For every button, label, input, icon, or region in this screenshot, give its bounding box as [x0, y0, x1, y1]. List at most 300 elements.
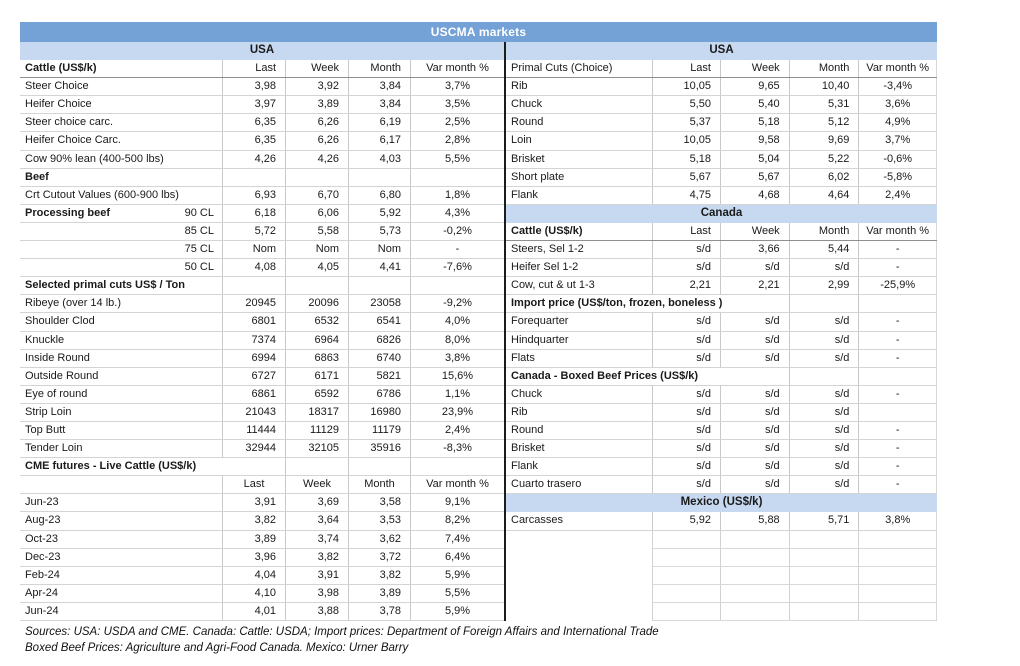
cell-value: 3,91 [222, 494, 285, 511]
cell-value: Nom [348, 241, 410, 258]
cell-value: - [858, 313, 937, 330]
cell-value: 3,91 [285, 567, 348, 584]
cell-value: 11444 [222, 422, 285, 439]
cell-value: 5,5% [410, 585, 504, 602]
empty-cell [652, 567, 720, 585]
empty-cell [858, 368, 937, 385]
cell-value: 3,74 [285, 531, 348, 548]
cell-value: 16980 [348, 404, 410, 421]
table-row [20, 603, 504, 621]
cell-value: 1,8% [410, 187, 504, 204]
cell-value: 5,18 [720, 114, 789, 131]
column-header: Month [789, 60, 859, 77]
cell-value: 5,50 [652, 96, 720, 113]
cell-value: 4,41 [348, 259, 410, 276]
table-row [20, 404, 504, 422]
row-label: Primal Cuts (Choice) [511, 62, 613, 75]
cell-value: 2,21 [720, 277, 789, 294]
section-label: CME futures - Live Cattle (US$/k) [25, 460, 197, 473]
cell-value: 11129 [285, 422, 348, 439]
cell-value: 6,93 [222, 187, 285, 204]
row-label [20, 241, 222, 258]
row-label-text: Inside Round [25, 351, 90, 364]
cell-value: - [858, 259, 937, 276]
cell-value: 23058 [348, 295, 410, 312]
cell-value: - [858, 440, 937, 457]
table-row [506, 187, 937, 205]
table-row [20, 350, 504, 368]
row-label [506, 440, 652, 457]
row-label-text: Chuck [511, 98, 543, 111]
cell-value: 3,98 [285, 585, 348, 602]
row-label-text: Brisket [511, 442, 545, 455]
empty-cell [506, 585, 652, 603]
cell-value: 5,04 [720, 151, 789, 168]
cell-value: s/d [652, 458, 720, 475]
cell-value: 3,64 [285, 512, 348, 529]
row-label [506, 404, 652, 421]
cell-value: - [410, 241, 504, 258]
row-label [506, 187, 652, 204]
empty-cell [285, 277, 348, 294]
column-header: Var month % [410, 476, 504, 493]
row-label [20, 404, 222, 421]
empty-cell [410, 458, 504, 475]
cell-value: 8,2% [410, 512, 504, 529]
cell-value: 3,5% [410, 96, 504, 113]
table-row [20, 440, 504, 458]
row-label [506, 114, 652, 131]
empty-cell [720, 567, 789, 585]
row-label-text: Heifer Choice [25, 98, 92, 111]
cell-value: 3,92 [285, 78, 348, 95]
table-row [506, 386, 937, 404]
empty-cell [789, 549, 859, 567]
row-label-text: Strip Loin [25, 405, 72, 418]
row-label-text: Cow, cut & ut 1-3 [511, 279, 595, 292]
table-row [20, 567, 504, 585]
cell-value: 3,97 [222, 96, 285, 113]
row-label [20, 259, 222, 276]
cell-value: 4,04 [222, 567, 285, 584]
cell-value: 3,66 [720, 241, 789, 258]
cell-value: 1,1% [410, 386, 504, 403]
cell-value: 3,62 [348, 531, 410, 548]
cell-value: s/d [652, 350, 720, 367]
section-label: Canada - Boxed Beef Prices (US$/k) [511, 369, 699, 382]
cell-value: 21043 [222, 404, 285, 421]
empty-cell [858, 549, 937, 567]
cell-value: 8,0% [410, 332, 504, 349]
row-label [20, 332, 222, 349]
cell-value: 3,84 [348, 78, 410, 95]
cell-value: s/d [652, 259, 720, 276]
row-label [506, 78, 652, 95]
empty-cell [789, 531, 859, 549]
table-row [506, 169, 937, 187]
cell-value: 5,88 [720, 512, 789, 529]
row-sublabel: 50 CL [184, 261, 214, 274]
cell-value: 4,10 [222, 585, 285, 602]
column-header-row [20, 60, 504, 78]
cell-value: 6727 [222, 368, 285, 385]
row-label [20, 187, 222, 204]
row-label [506, 458, 652, 475]
cell-value: - [858, 332, 937, 349]
cell-value: s/d [652, 241, 720, 258]
cell-value: 7374 [222, 332, 285, 349]
column-header: Last [652, 223, 720, 240]
cell-value: s/d [652, 404, 720, 421]
table-row [20, 241, 504, 259]
column-header: Month [348, 476, 410, 493]
row-label [506, 386, 652, 403]
usa-canada-mexico-table [504, 42, 937, 621]
cell-value: s/d [789, 313, 859, 330]
empty-cell [858, 585, 937, 603]
cell-value: -7,6% [410, 259, 504, 276]
cell-value: 6171 [285, 368, 348, 385]
section-label: Import price (US$/ton, frozen, boneless ) [511, 297, 723, 310]
row-label [506, 422, 652, 439]
row-label [506, 512, 652, 529]
table-row [20, 295, 504, 313]
cell-value: 5,12 [789, 114, 859, 131]
cell-value: 4,05 [285, 259, 348, 276]
empty-row [506, 549, 937, 567]
row-label [20, 350, 222, 367]
row-label [20, 132, 222, 149]
column-header-row [20, 476, 504, 494]
row-label-text: Heifer Sel 1-2 [511, 261, 579, 274]
row-label-text: Cow 90% lean (400-500 lbs) [25, 152, 164, 165]
region-band [20, 42, 504, 60]
row-label-text: Carcasses [511, 514, 563, 527]
region-label: USA [249, 44, 275, 56]
row-label-text: Cuarto trasero [511, 478, 582, 491]
cell-value: 2,4% [410, 422, 504, 439]
row-label-text: Rib [511, 80, 528, 93]
table-row [20, 205, 504, 223]
empty-cell [652, 531, 720, 549]
table-row [20, 494, 504, 512]
cell-value: 32105 [285, 440, 348, 457]
table-row [506, 476, 937, 494]
column-header: Last [222, 476, 285, 493]
table-row [20, 332, 504, 350]
empty-cell [789, 368, 859, 385]
cell-value: 3,89 [348, 585, 410, 602]
table-row [20, 223, 504, 241]
cell-value: -0,6% [858, 151, 937, 168]
table-row [20, 549, 504, 567]
cell-value: 6964 [285, 332, 348, 349]
cell-value: 5,58 [285, 223, 348, 240]
column-header: Last [222, 60, 285, 77]
row-label [20, 531, 222, 548]
empty-cell [410, 169, 504, 186]
cell-value: 4,9% [858, 114, 937, 131]
table-row [506, 458, 937, 476]
row-label-text: Flank [511, 460, 538, 473]
row-label [20, 114, 222, 131]
empty-cell [348, 277, 410, 294]
cell-value: -0,2% [410, 223, 504, 240]
empty-row [506, 603, 937, 621]
cell-value: 5,72 [222, 223, 285, 240]
cell-value: 3,53 [348, 512, 410, 529]
cell-value: -9,2% [410, 295, 504, 312]
table-row [20, 585, 504, 603]
cell-value: 2,4% [858, 187, 937, 204]
cell-value: 3,89 [285, 96, 348, 113]
cell-value: s/d [720, 404, 789, 421]
cell-value: 2,99 [789, 277, 859, 294]
cell-value: s/d [789, 440, 859, 457]
cell-value: 3,82 [348, 567, 410, 584]
row-label-text: Shoulder Clod [25, 315, 95, 328]
sources-note [25, 624, 659, 656]
cell-value: 5,22 [789, 151, 859, 168]
table-row [506, 114, 937, 132]
row-label [506, 169, 652, 186]
table-row [20, 114, 504, 132]
empty-cell [720, 531, 789, 549]
table-row [20, 132, 504, 150]
empty-cell [506, 603, 652, 621]
cell-value: 3,72 [348, 549, 410, 566]
row-label-text: Aug-23 [25, 514, 61, 527]
region-label: Mexico (US$/k) [680, 496, 763, 509]
cell-value: 6861 [222, 386, 285, 403]
cell-value: 6786 [348, 386, 410, 403]
cell-value: 6,80 [348, 187, 410, 204]
row-sublabel: 85 CL [184, 224, 214, 237]
empty-cell [789, 295, 859, 312]
cell-value: 9,69 [789, 132, 859, 149]
cell-value: 4,08 [222, 259, 285, 276]
cell-value: s/d [789, 259, 859, 276]
table-row [20, 422, 504, 440]
row-label [506, 241, 652, 258]
column-header: Var month % [858, 60, 937, 77]
empty-cell [506, 567, 652, 585]
row-label [20, 96, 222, 113]
row-label-text: Flank [511, 188, 538, 201]
cell-value: 5,9% [410, 567, 504, 584]
cell-value: 23,9% [410, 404, 504, 421]
cell-value: 6863 [285, 350, 348, 367]
cell-value: 5,71 [789, 512, 859, 529]
cell-value: s/d [720, 476, 789, 493]
cell-value: 10,40 [789, 78, 859, 95]
empty-cell [285, 458, 348, 475]
row-label [506, 96, 652, 113]
column-header: Month [789, 223, 859, 240]
cell-value: s/d [652, 313, 720, 330]
table-row [506, 422, 937, 440]
table-row [20, 531, 504, 549]
column-header-row [506, 223, 937, 241]
cell-value: 3,58 [348, 494, 410, 511]
row-label-text: Feb-24 [25, 568, 60, 581]
row-label [506, 332, 652, 349]
row-label-text: Steer choice carc. [25, 116, 114, 129]
row-label [20, 205, 222, 222]
cell-value: s/d [789, 458, 859, 475]
empty-row [506, 567, 937, 585]
sources-line-2: Boxed Beef Prices: Agriculture and Agri-Food Canada. Mexico: Urner Barry [25, 642, 409, 654]
cell-value: s/d [720, 313, 789, 330]
table-row [506, 313, 937, 331]
cell-value: s/d [652, 476, 720, 493]
cell-value: 6994 [222, 350, 285, 367]
cell-value: 4,0% [410, 313, 504, 330]
empty-cell [789, 585, 859, 603]
usa-table [20, 42, 504, 621]
cell-value: 3,89 [222, 531, 285, 548]
cell-value: 4,68 [720, 187, 789, 204]
cell-value: 6740 [348, 350, 410, 367]
cell-value: -25,9% [858, 277, 937, 294]
row-label [20, 585, 222, 602]
cell-value: 6,26 [285, 114, 348, 131]
cell-value: s/d [652, 332, 720, 349]
empty-cell [720, 585, 789, 603]
row-label-text: Short plate [511, 170, 565, 183]
cell-value: 18317 [285, 404, 348, 421]
row-label [20, 549, 222, 566]
row-label [506, 277, 652, 294]
cell-value: 2,5% [410, 114, 504, 131]
row-label [20, 440, 222, 457]
cell-value: 6,4% [410, 549, 504, 566]
section-header-row [506, 368, 937, 386]
row-label [20, 386, 222, 403]
row-sublabel: 90 CL [184, 206, 214, 219]
cell-value: s/d [720, 332, 789, 349]
cell-value: - [858, 458, 937, 475]
row-label-text: Flats [511, 351, 535, 364]
row-label [506, 476, 652, 493]
region-band [506, 42, 937, 60]
cell-value: 6,70 [285, 187, 348, 204]
cell-value: Nom [222, 241, 285, 258]
cell-value: 5,67 [720, 169, 789, 186]
row-label-text: Jun-23 [25, 496, 59, 509]
empty-cell [858, 295, 937, 312]
cell-value: 4,64 [789, 187, 859, 204]
cell-value: 20096 [285, 295, 348, 312]
empty-cell [506, 531, 652, 549]
cell-value: 3,8% [410, 350, 504, 367]
cell-value: 2,8% [410, 132, 504, 149]
empty-cell [652, 585, 720, 603]
column-header: Week [720, 60, 789, 77]
row-label-text: Steers, Sel 1-2 [511, 243, 584, 256]
cell-value: 3,88 [285, 603, 348, 620]
cell-value: 32944 [222, 440, 285, 457]
cell-value [858, 404, 937, 421]
cell-value: 5,18 [652, 151, 720, 168]
cell-value: s/d [789, 332, 859, 349]
empty-cell [348, 169, 410, 186]
empty-row [506, 585, 937, 603]
cell-value: s/d [720, 350, 789, 367]
cell-value: 4,3% [410, 205, 504, 222]
row-label [20, 223, 222, 240]
row-label-text: Rib [511, 405, 528, 418]
row-label-text: Brisket [511, 152, 545, 165]
column-header: Var month % [410, 60, 504, 77]
row-label-text: Knuckle [25, 333, 65, 346]
row-label [20, 368, 222, 385]
row-label [506, 350, 652, 367]
cell-value: 6,26 [285, 132, 348, 149]
cell-value: - [858, 350, 937, 367]
row-label [20, 567, 222, 584]
cell-value: s/d [789, 350, 859, 367]
cell-value: 5,9% [410, 603, 504, 620]
row-label-text: Crt Cutout Values (600-900 lbs) [25, 188, 179, 201]
cell-value: 9,65 [720, 78, 789, 95]
cell-value: 2,21 [652, 277, 720, 294]
table-row [506, 151, 937, 169]
cell-value: 5,44 [789, 241, 859, 258]
table-row [20, 78, 504, 96]
row-label-text: Heifer Choice Carc. [25, 134, 121, 147]
empty-cell [789, 567, 859, 585]
table-row [20, 96, 504, 114]
empty-cell [858, 567, 937, 585]
cell-value: s/d [789, 422, 859, 439]
row-label-text: Forequarter [511, 315, 569, 328]
row-label [20, 78, 222, 95]
uscma-markets-report [20, 22, 937, 621]
empty-cell [348, 458, 410, 475]
cell-value: 6,35 [222, 132, 285, 149]
cell-value: 5,92 [348, 205, 410, 222]
cell-value: 4,75 [652, 187, 720, 204]
table-row [506, 332, 937, 350]
cell-value: 3,7% [410, 78, 504, 95]
cell-value: 6826 [348, 332, 410, 349]
sources-line-1: Sources: USA: USDA and CME. Canada: Cattle: USDA; Import prices: Department of Foreign Affairs and International Trade [25, 626, 659, 638]
row-label-text: Steer Choice [25, 80, 89, 93]
table-row [20, 151, 504, 169]
table-row [506, 241, 937, 259]
cell-value: s/d [652, 440, 720, 457]
empty-cell [506, 549, 652, 567]
cell-value: 6,19 [348, 114, 410, 131]
cell-value: 5,37 [652, 114, 720, 131]
table-row [20, 512, 504, 530]
row-label-text: Round [511, 116, 544, 129]
cell-value: 6541 [348, 313, 410, 330]
row-label-text: Loin [511, 134, 532, 147]
cell-value: 5,92 [652, 512, 720, 529]
section-header-row [506, 295, 937, 313]
column-header: Week [285, 476, 348, 493]
cell-value: 9,1% [410, 494, 504, 511]
cell-value: s/d [789, 476, 859, 493]
cell-value: s/d [720, 440, 789, 457]
empty-cell [285, 169, 348, 186]
cell-value: 3,6% [858, 96, 937, 113]
row-label: Cattle (US$/k) [25, 62, 97, 75]
row-label [20, 512, 222, 529]
row-label [20, 603, 222, 620]
